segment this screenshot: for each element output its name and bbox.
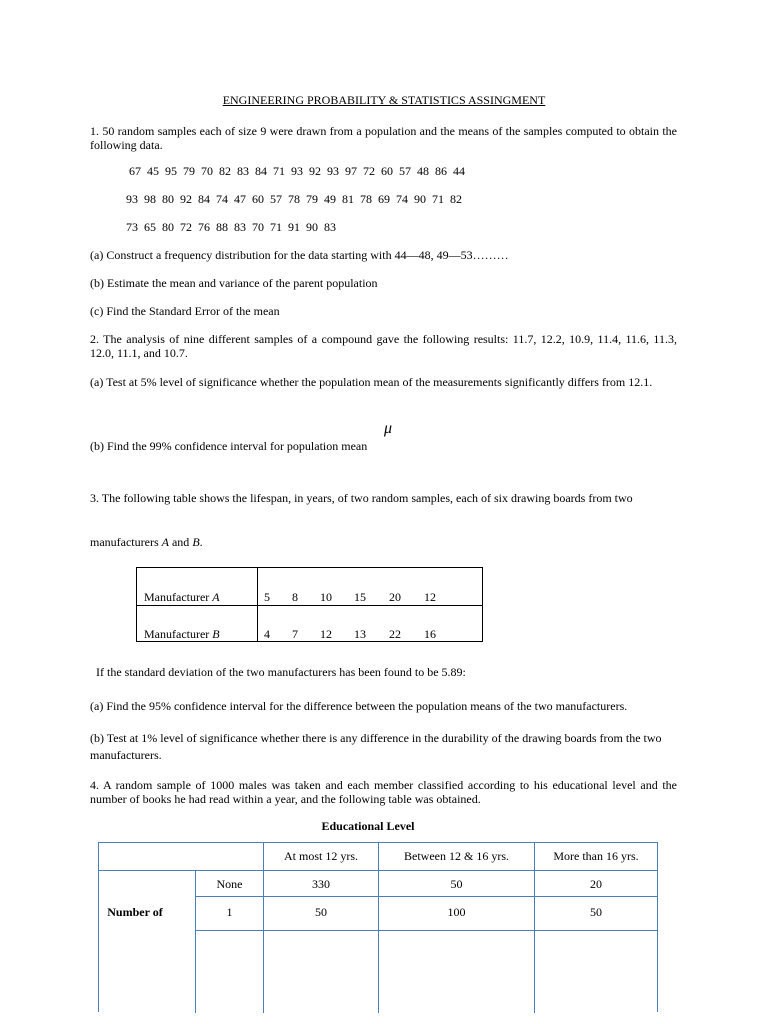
table-divider [195, 896, 657, 897]
table-cell: 12 [424, 590, 436, 604]
q1-data-line-1: 67 45 95 79 70 82 83 84 71 93 92 93 97 72 60 57 48 86 44 [129, 164, 465, 178]
table-cell: 50 [315, 905, 327, 919]
column-header: At most 12 yrs. [283, 849, 358, 863]
table-cell: 330 [312, 877, 330, 891]
q1-data-line-2: 93 98 80 92 84 74 47 60 57 78 79 49 81 78 69 74 90 71 82 [126, 192, 462, 206]
table-divider [195, 930, 657, 931]
q1-part-a: (a) Construct a frequency distribution for the data starting with 44—48, 49—53……… [90, 248, 509, 262]
lifespan-table [136, 567, 483, 642]
q3-letter-a: A [161, 535, 169, 549]
q1-data-line-3: 73 65 80 72 76 88 83 70 71 91 90 83 [126, 220, 336, 234]
row-label: None [216, 877, 243, 891]
q1-part-b: (b) Estimate the mean and variance of the parent population [90, 276, 378, 290]
q2-part-b: (b) Find the 99% confidence interval for population mean [90, 439, 368, 453]
table-cell: 16 [424, 627, 436, 641]
table-cell: 4 [264, 627, 270, 641]
q3-text-prefix: manufacturers [90, 535, 162, 549]
q3-text-end: . [199, 535, 203, 549]
row-label-letter: A [212, 590, 220, 604]
table-cell: 5 [264, 590, 270, 604]
table-cell: 100 [447, 905, 466, 919]
table-divider [137, 605, 482, 606]
table-divider [534, 843, 535, 1013]
table-cell: 22 [389, 627, 401, 641]
table-title: Educational Level [321, 819, 415, 833]
table-cell: 7 [292, 627, 298, 641]
q3-sd-note: If the standard deviation of the two manufacturers has been found to be 5.89: [96, 665, 466, 679]
q2-part-a: (a) Test at 5% level of significance whether the population mean of the measurements significantly differs from 12.1. [90, 375, 653, 389]
table-cell: 50 [450, 877, 463, 891]
q3-text-line1: 3. The following table shows the lifespan, in years, of two random samples, each of six drawing boards from two [90, 491, 633, 505]
column-header: More than 16 yrs. [553, 849, 639, 863]
row-label-manufacturer-a [144, 590, 220, 605]
table-cell: 10 [320, 590, 332, 604]
q1-text: 1. 50 random samples each of size 9 were drawn from a population and the means of the samples computed to obtain the following data. [90, 124, 677, 152]
table-cell: 12 [320, 627, 332, 641]
q3-text-line2 [90, 535, 677, 549]
table-divider [263, 843, 264, 1013]
row-label: 1 [226, 905, 233, 919]
row-label-prefix: Manufacturer [144, 627, 213, 641]
column-header: Between 12 & 16 yrs. [404, 849, 509, 863]
row-label-manufacturer-b [144, 627, 220, 642]
row-header: Number of [107, 905, 163, 919]
row-label-prefix: Manufacturer [144, 590, 213, 604]
q3-part-b: (b) Test at 1% level of significance whether there is any difference in the durability of the drawing boards from the two manufacturers. [90, 731, 662, 762]
q3-text-and: and [168, 535, 193, 549]
q1-part-c: (c) Find the Standard Error of the mean [90, 304, 280, 318]
table-cell: 50 [590, 905, 602, 919]
row-label-letter: B [212, 627, 220, 641]
educational-level-table [98, 842, 658, 1012]
table-cell: 8 [292, 590, 298, 604]
mu-symbol: μ [384, 420, 393, 437]
table-divider [378, 843, 379, 1013]
table-cell: 13 [354, 627, 366, 641]
q2-text: 2. The analysis of nine different samples of a compound gave the following results: 11.7, 12.2, 10.9, 11.4, 11.6, 11.3, 12.0, 11.1, and 10.7. [90, 332, 677, 360]
table-cell: 20 [590, 877, 602, 891]
table-cell: 15 [354, 590, 366, 604]
table-cell: 20 [389, 590, 401, 604]
page-title: ENGINEERING PROBABILITY & STATISTICS ASSINGMENT [222, 93, 546, 107]
q3-letter-b: B [192, 535, 200, 549]
q3-part-a: (a) Find the 95% confidence interval for the difference between the population means of the two manufacturers. [90, 699, 628, 713]
q4-text: 4. A random sample of 1000 males was taken and each member classified according to his educational level and the number of books he had read within a year, and the following table was obtained. [90, 778, 677, 806]
